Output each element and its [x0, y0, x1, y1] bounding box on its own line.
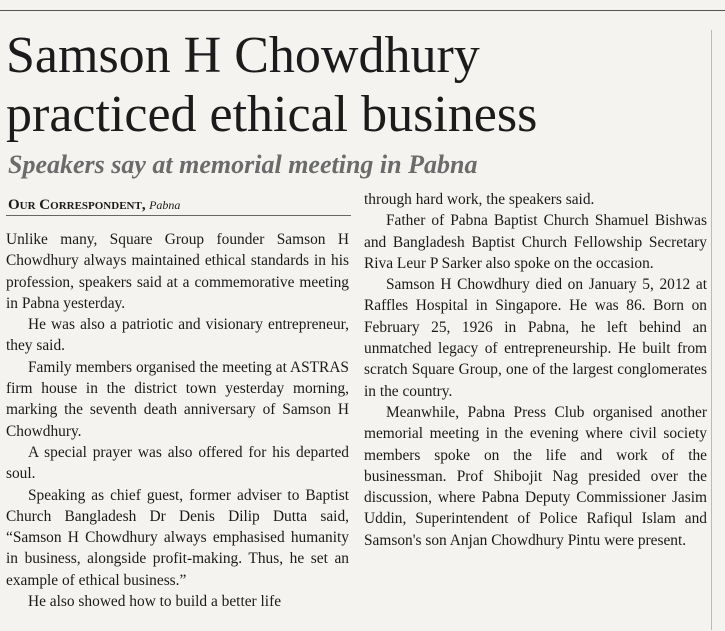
- byline-location: Pabna: [149, 198, 181, 212]
- paragraph: through hard work, the speakers said.: [364, 191, 595, 208]
- paragraph: He also showed how to build a better life: [28, 593, 282, 611]
- paragraph: Samson H Chowdhury died on January 5, 2012 at Raffles Hospital in Singapore. He was 86. Born on February 25, 1926 in Pabna, he left behind an unmatched legacy of entrepreneurship. He built from scratch Square Group, one of the largest conglomerates in the country.: [364, 276, 707, 400]
- byline: [8, 196, 180, 215]
- headline-line-1: Samson H Chowdhury: [6, 27, 480, 84]
- byline-correspondent: Our Correspondent,: [8, 197, 146, 213]
- paragraph: Unlike many, Square Group founder Samson H Chowdhury always maintained ethical standards in his profession, speakers said at a commemorative meeting in Pabna yesterday.: [6, 231, 349, 312]
- paragraph: Father of Pabna Baptist Church Shamuel Bishwas and Bangladesh Baptist Church Fellowship Secretary Riva Leur P Sarker also spoke on the occasion.: [364, 212, 707, 272]
- subheadline: Speakers say at memorial meeting in Pabna: [8, 150, 478, 179]
- article-column-2: [364, 189, 707, 551]
- article-column-1: [6, 229, 349, 612]
- headline: [6, 26, 706, 144]
- paragraph: Meanwhile, Pabna Press Club organised another memorial meeting in the evening where civil society members spoke on the life and work of the businessman. Prof Shibojit Nag presided over the discussion, where Pabna Deputy Commissioner Jasim Uddin, Superintendent of Police Rafiqul Islam and Samson's son Anjan Chowdhury Pintu were present.: [364, 403, 707, 549]
- byline-rule: [6, 215, 351, 216]
- paragraph: A special prayer was also offered for his departed soul.: [6, 443, 349, 483]
- paragraph: He was also a patriotic and visionary entrepreneur, they said.: [6, 316, 349, 355]
- paragraph: Family members organised the meeting at ASTRAS firm house in the district town yesterday morning, marking the seventh death anniversary of Samson H Chowdhury.: [6, 358, 349, 440]
- paragraph: Speaking as chief guest, former adviser to Baptist Church Bangladesh Dr Denis Dilip Dutta said, “Samson H Chowdhury always emphasised humanity in business, alongside profit-making. Thus, he set an example of ethical business.”: [6, 486, 349, 589]
- top-rule: [0, 10, 725, 11]
- page-edge-line: [711, 30, 712, 630]
- headline-line-2: practiced ethical business: [6, 86, 538, 143]
